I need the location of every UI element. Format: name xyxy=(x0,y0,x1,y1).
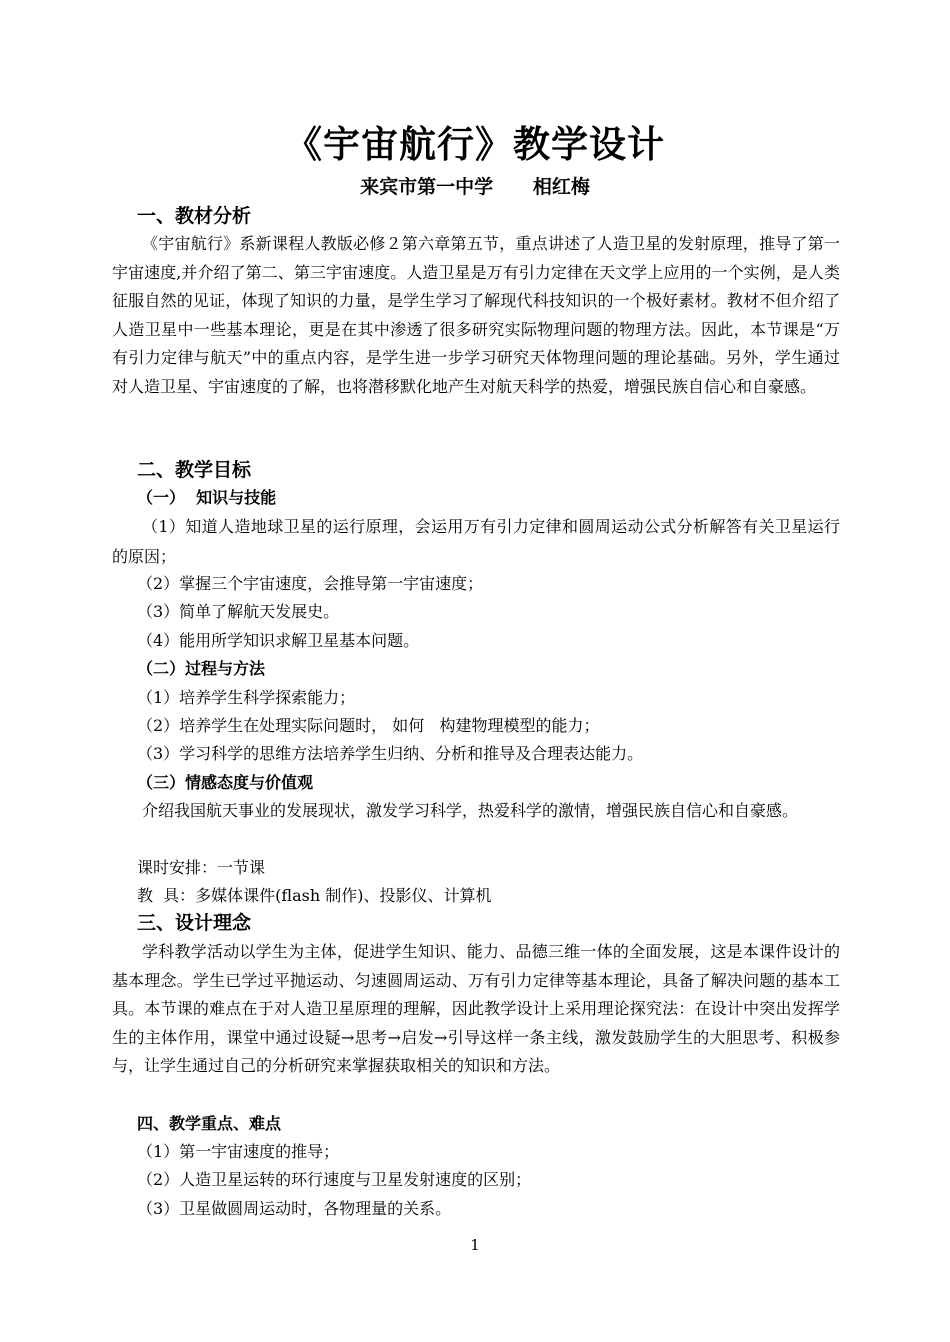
author-line: 来宾市第一中学 相红梅 xyxy=(360,176,590,198)
tools-line: 教 具：多媒体课件(flash 制作)、投影仪、计算机 xyxy=(137,886,492,905)
section-heading-design: 三、设计理念 xyxy=(137,912,252,934)
section-heading-objectives: 二、教学目标 xyxy=(137,459,252,481)
process-item-1: （1）培养学生科学探索能力； xyxy=(137,688,356,707)
page-number: 1 xyxy=(470,1236,480,1254)
section-heading-keypoints: 四、教学重点、难点 xyxy=(137,1114,282,1133)
knowledge-item-3: （3）简单了解航天发展史。 xyxy=(137,602,340,621)
knowledge-item-2: （2）掌握三个宇宙速度，会推导第一宇宙速度； xyxy=(137,574,484,593)
subheading-attitude: （三）情感态度与价值观 xyxy=(137,773,314,792)
process-item-3: （3）学习科学的思维方法培养学生归纳、分析和推导及合理表达能力。 xyxy=(137,744,644,763)
section-heading-analysis: 一、教材分析 xyxy=(137,205,252,227)
analysis-paragraph: 《宇宙航行》系新课程人教版必修２第六章第五节，重点讲述了人造卫星的发射原理，推导了第一宇宙速度,并介绍了第二、第三宇宙速度。人造卫星是万有引力定律在天文学上应用的一个实例，是人类征服自然的见证，体现了知识的力量，是学生学习了解现代科技知识的一个极好素材。教材不但介绍了人造卫星中一些基本理论，更是在其中渗透了很多研究实际物理问题的物理方法。因此，本节课是“万有引力定律与航天”中的重点内容，是学生进一步学习研究天体物理问题的理论基础。另外，学生通过对人造卫星、宇宙速度的了解，也将潜移默化地产生对航天科学的热爱，增强民族自信心和自豪感。 xyxy=(112,234,840,396)
subheading-process: （二）过程与方法 xyxy=(137,659,266,678)
knowledge-item-1: （1）知道人造地球卫星的运行原理，会运用万有引力定律和圆周运动公式分析解答有关卫星运行的原因； xyxy=(112,517,840,566)
schedule-line: 课时安排：一节课 xyxy=(137,858,266,877)
design-paragraph: 学科教学活动以学生为主体，促进学生知识、能力、品德三维一体的全面发展，这是本课件设计的基本理念。学生已学过平抛运动、匀速圆周运动、万有引力定律等基本理论，具备了解决问题的基本工具。本节课的难点在于对人造卫星原理的理解，因此教学设计上采用理论探究法：在设计中突出发挥学生的主体作用，课堂中通过设疑→思考→启发→引导这样一条主线，激发鼓励学生的大胆思考、积极参与，让学生通过自己的分析研究来掌握获取相关的知识和方法。 xyxy=(112,942,840,1076)
keypoint-item-2: （2）人造卫星运转的环行速度与卫星发射速度的区别； xyxy=(137,1170,532,1189)
process-item-2: （2）培养学生在处理实际问题时， 如何 构建物理模型的能力； xyxy=(137,716,600,735)
attitude-paragraph: 介绍我国航天事业的发展现状，激发学习科学，热爱科学的激情，增强民族自信心和自豪感。 xyxy=(142,801,799,820)
subheading-knowledge: （一） 知识与技能 xyxy=(137,488,277,507)
keypoint-item-3: （3）卫星做圆周运动时，各物理量的关系。 xyxy=(137,1199,452,1218)
keypoint-item-1: （1）第一宇宙速度的推导； xyxy=(137,1142,340,1161)
knowledge-item-4: （4）能用所学知识求解卫星基本问题。 xyxy=(137,631,420,650)
document-title: 《宇宙航行》教学设计 xyxy=(285,123,665,166)
